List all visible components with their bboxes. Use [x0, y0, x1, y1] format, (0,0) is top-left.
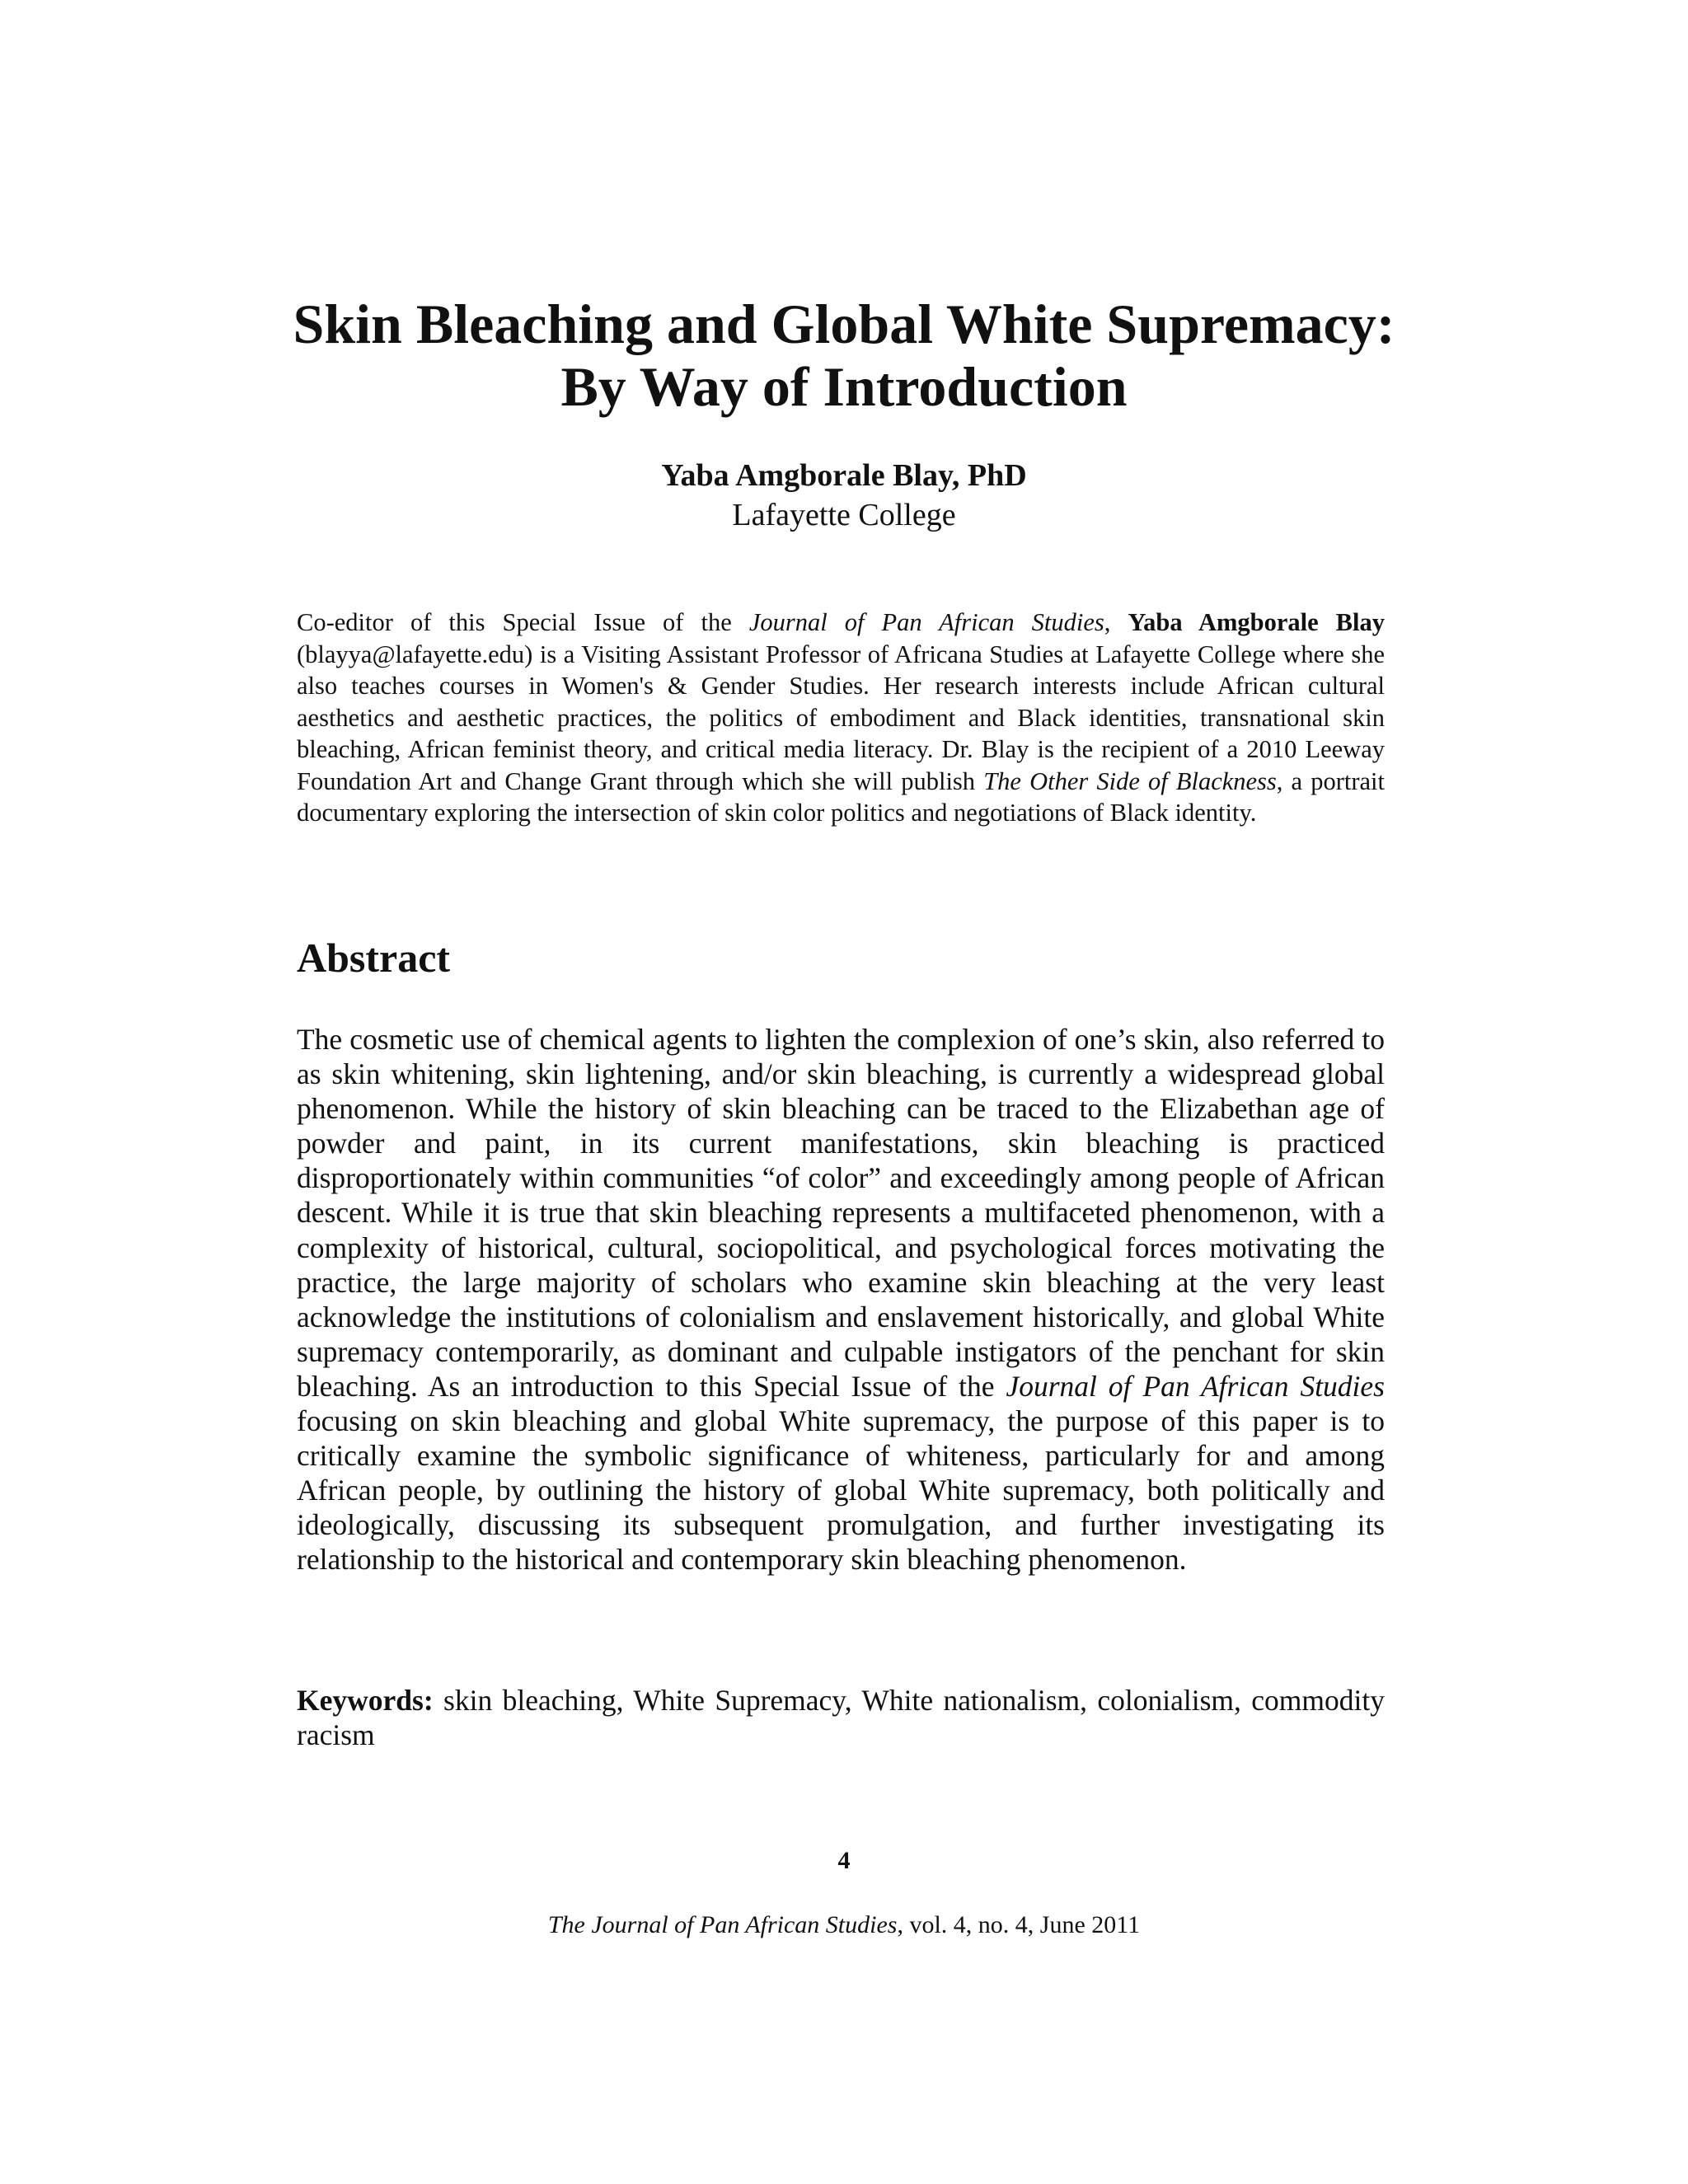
- bio-journal-title: Journal of Pan African Studies: [748, 608, 1104, 636]
- abstract-heading: Abstract: [297, 935, 451, 981]
- abstract-journal-title: Journal of Pan African Studies: [1006, 1369, 1385, 1403]
- abstract-text-1: The cosmetic use of chemical agents to lighten the complexion of one’s skin, also referred to as skin whitening, skin lightening, and/or skin bleaching, is currently a widespread global phenomenon. While the history of skin bleaching can be traced to the Elizabethan age of powder and paint, in its current manifestations, skin bleaching is practiced disproportionately within communities “of color” and exceedingly among people of African descent. While it is true that skin bleaching represents a multifaceted phenomenon, with a complexity of historical, cultural, sociopolitical, and psychological forces motivating the practice, the large majority of scholars who examine skin bleaching at the very least acknowledge the institutions of colonialism and enslavement historically, and global White supremacy contemporarily, as dominant and culpable instigators of the penchant for skin bleaching. As an introduction to this Special Issue of the: [297, 1023, 1385, 1403]
- paper-title: [0, 293, 1688, 418]
- bio-text-4: , a portrait documentary exploring the intersection of skin color politics and negotiations of Black identity.: [297, 766, 1385, 827]
- paper-title-line-2: By Way of Introduction: [560, 355, 1128, 418]
- author-name: Yaba Amgborale Blay, PhD: [661, 458, 1027, 493]
- footer-journal-title: The Journal of Pan African Studies: [547, 1911, 898, 1938]
- keywords-label: Keywords:: [297, 1684, 434, 1717]
- keywords-text: skin bleaching, White Supremacy, White nationalism, colonialism, commodity racism: [297, 1684, 1385, 1752]
- bio-text-3: (blayya@lafayette.edu) is a Visiting Assistant Professor of Africana Studies at Lafayette College where she also teaches courses in Women's & Gender Studies. Her research interests include African cultural aesthetics and aesthetic practices, the politics of embodiment and Black identities, transnational skin bleaching, African feminist theory, and critical media literacy. Dr. Blay is the recipient of a 2010 Leeway Foundation Art and Change Grant through which she will publish: [297, 640, 1385, 795]
- paper-title-line-1: Skin Bleaching and Global White Supremacy:: [293, 293, 1395, 355]
- author-affiliation: Lafayette College: [732, 498, 956, 532]
- author-bio: [297, 607, 1385, 829]
- journal-footer: [0, 1910, 1688, 1940]
- abstract-body: [297, 1022, 1385, 1577]
- bio-author-name: Yaba Amgborale Blay: [1128, 608, 1385, 636]
- bio-book-title: The Other Side of Blackness: [983, 766, 1277, 795]
- page-number: 4: [837, 1847, 851, 1874]
- keywords: [297, 1683, 1385, 1752]
- footer-issue-info: , vol. 4, no. 4, June 2011: [897, 1911, 1141, 1938]
- bio-text-1: Co-editor of this Special Issue of the: [297, 608, 749, 636]
- bio-text-2: ,: [1104, 608, 1128, 636]
- abstract-text-2: focusing on skin bleaching and global White supremacy, the purpose of this paper is to critically examine the symbolic significance of whiteness, particularly for and among African people, by outlining the history of global White supremacy, both politically and ideologically, discussing its subsequent promulgation, and further investigating its relationship to the historical and contemporary skin bleaching phenomenon.: [297, 1404, 1385, 1577]
